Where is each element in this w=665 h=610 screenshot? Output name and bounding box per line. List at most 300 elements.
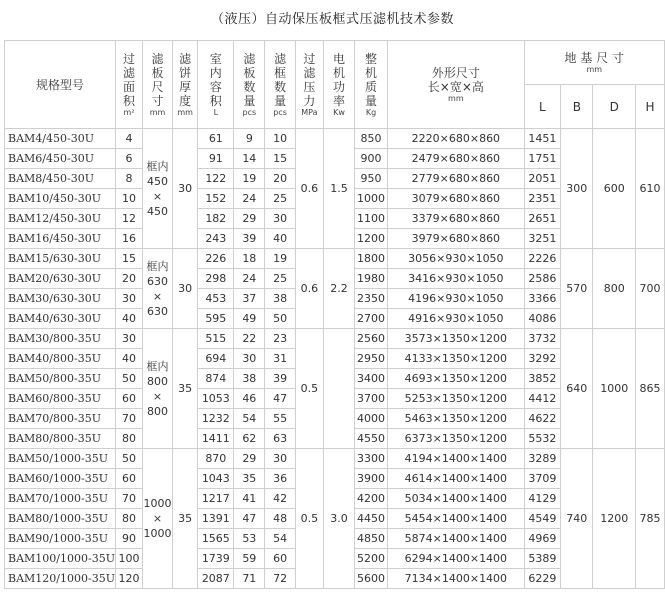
cell-area: 30 — [115, 329, 142, 349]
header-frames-char: 框 — [274, 65, 287, 80]
cell-foundation-H: 700 — [636, 249, 665, 329]
cell-model: BAM10/450-30U — [5, 189, 116, 209]
cell-weight: 4000 — [354, 409, 387, 429]
cell-plates: 29 — [234, 449, 265, 469]
cell-dimensions: 4196×930×1050 — [388, 289, 524, 309]
spec-table-body — [5, 129, 665, 589]
cell-volume: 298 — [198, 269, 234, 289]
cell-foundation-B: 740 — [561, 449, 593, 589]
cell-volume: 182 — [198, 209, 234, 229]
cell-foundation-L: 5389 — [524, 549, 561, 569]
cell-foundation-L: 2226 — [524, 249, 561, 269]
plate-size-line: 框内 — [146, 259, 169, 273]
cell-weight: 5600 — [354, 569, 387, 589]
cell-volume: 1411 — [198, 429, 234, 449]
cell-foundation-L: 3732 — [524, 329, 561, 349]
cell-foundation-L: 2586 — [524, 269, 561, 289]
cell-model: BAM120/1000-35U — [5, 569, 116, 589]
cell-model: BAM80/800-35U — [5, 429, 116, 449]
cell-area: 40 — [115, 349, 142, 369]
cell-foundation-L: 5532 — [524, 429, 561, 449]
cell-frames: 25 — [265, 269, 295, 289]
cell-dimensions: 4693×1350×1200 — [388, 369, 524, 389]
cell-foundation-B: 570 — [561, 249, 593, 329]
cell-weight: 4550 — [354, 429, 387, 449]
plate-size-line: × — [152, 389, 163, 403]
cell-area: 120 — [115, 569, 142, 589]
cell-area: 12 — [115, 209, 142, 229]
plate-size-line: 800 — [147, 404, 169, 418]
cell-weight: 850 — [354, 129, 387, 149]
header-volume-char: 室 — [209, 51, 222, 66]
header-weight-char: 整 — [365, 51, 378, 66]
cell-weight: 5200 — [354, 549, 387, 569]
header-weight-unit: Kg — [365, 107, 377, 117]
cell-model: BAM12/450-30U — [5, 209, 116, 229]
cell-foundation-D: 1200 — [593, 449, 636, 589]
cell-weight: 2700 — [354, 309, 387, 329]
cell-plates: 38 — [234, 369, 265, 389]
cell-volume: 1217 — [198, 489, 234, 509]
cell-model: BAM8/450-30U — [5, 169, 116, 189]
cell-dimensions: 3573×1350×1200 — [388, 329, 524, 349]
header-volume — [198, 41, 234, 129]
header-frames — [265, 41, 295, 129]
cell-volume: 122 — [198, 169, 234, 189]
cell-volume: 870 — [198, 449, 234, 469]
header-plates-unit: pcs — [242, 107, 257, 117]
cell-frames: 40 — [265, 229, 295, 249]
plate-size-line: 800 — [147, 374, 169, 388]
cell-plates: 30 — [234, 349, 265, 369]
cell-frames: 42 — [265, 489, 295, 509]
cell-frames: 23 — [265, 329, 295, 349]
header-cake-char: 饼 — [179, 65, 192, 80]
cell-model: BAM16/450-30U — [5, 229, 116, 249]
header-pressure-char: 压 — [303, 79, 316, 94]
cell-volume: 1739 — [198, 549, 234, 569]
header-cake-unit: mm — [177, 107, 193, 117]
cell-area: 50 — [115, 369, 142, 389]
header-power-char: 机 — [332, 65, 345, 80]
header-frames-unit: pcs — [273, 107, 287, 117]
cell-frames: 36 — [265, 469, 295, 489]
cell-cake-thickness: 30 — [172, 249, 197, 329]
plate-size-line: 450 — [147, 204, 169, 218]
cell-plates: 71 — [234, 569, 265, 589]
cell-frames: 10 — [265, 129, 295, 149]
cell-volume: 1053 — [198, 389, 234, 409]
header-pressure-char: 滤 — [303, 65, 316, 80]
cell-foundation-L: 2651 — [524, 209, 561, 229]
cell-area: 60 — [115, 469, 142, 489]
header-area-char: 过 — [123, 51, 136, 66]
plate-size-line: × — [152, 512, 163, 525]
cell-plates: 37 — [234, 289, 265, 309]
cell-area: 8 — [115, 169, 142, 189]
cell-dimensions: 2479×680×860 — [388, 149, 524, 169]
cell-weight: 4850 — [354, 529, 387, 549]
cell-frames: 63 — [265, 429, 295, 449]
cell-area: 15 — [115, 249, 142, 269]
header-plates-char: 板 — [243, 65, 256, 80]
cell-frames: 30 — [265, 449, 295, 469]
header-weight-char: 机 — [365, 65, 378, 80]
cell-dimensions: 5253×1350×1200 — [388, 389, 524, 409]
cell-weight: 900 — [354, 149, 387, 169]
cell-pressure: 0.6 — [295, 249, 323, 329]
header-dimensions-unit: mm — [448, 93, 464, 103]
cell-frames: 54 — [265, 529, 295, 549]
header-area-char: 面 — [123, 79, 136, 94]
cell-foundation-L: 4549 — [524, 509, 561, 529]
header-plates-char: 数 — [243, 79, 256, 94]
cell-plates: 49 — [234, 309, 265, 329]
cell-weight: 3400 — [354, 369, 387, 389]
cell-weight: 1000 — [354, 189, 387, 209]
header-plates-char: 滤 — [243, 51, 256, 66]
cell-dimensions: 6294×1400×1400 — [388, 549, 524, 569]
header-plate_size-unit: mm — [149, 107, 166, 117]
cell-frames: 30 — [265, 209, 295, 229]
cell-frames: 19 — [265, 249, 295, 269]
header-area-unit: m² — [123, 107, 135, 117]
cell-volume: 243 — [198, 229, 234, 249]
cell-weight: 2560 — [354, 329, 387, 349]
header-cake-char: 滤 — [179, 51, 192, 66]
cell-plate-size — [143, 329, 173, 449]
cell-volume: 874 — [198, 369, 234, 389]
cell-pressure: 0.5 — [295, 449, 323, 589]
header-foundation-unit: mm — [586, 64, 603, 74]
cell-foundation-H: 785 — [636, 449, 665, 589]
cell-model: BAM30/630-30U — [5, 289, 116, 309]
header-foundation-H: H — [636, 85, 665, 129]
cell-power: 3.0 — [324, 449, 355, 589]
plate-size-line: 630 — [147, 304, 169, 318]
cell-dimensions: 5454×1400×1400 — [388, 509, 524, 529]
cell-volume: 694 — [198, 349, 234, 369]
cell-plates: 46 — [234, 389, 265, 409]
cell-volume: 226 — [198, 249, 234, 269]
cell-foundation-L: 3366 — [524, 289, 561, 309]
cell-area: 100 — [115, 549, 142, 569]
table-row — [5, 249, 665, 269]
cell-foundation-L: 4086 — [524, 309, 561, 329]
header-power-unit: Kw — [333, 107, 345, 117]
header-power-char: 电 — [332, 51, 345, 66]
cell-volume: 91 — [198, 149, 234, 169]
table-row — [5, 449, 665, 469]
plate-size-line: × — [152, 189, 163, 203]
cell-model: BAM100/1000-35U — [5, 549, 116, 569]
cell-dimensions: 4194×1400×1400 — [388, 449, 524, 469]
cell-foundation-H: 865 — [636, 329, 665, 449]
header-pressure-char: 力 — [303, 93, 316, 108]
cell-plates: 41 — [234, 489, 265, 509]
cell-pressure: 0.6 — [295, 129, 323, 249]
plate-size-line: 1000 — [143, 527, 172, 540]
header-pressure — [295, 41, 323, 129]
cell-volume: 1043 — [198, 469, 234, 489]
cell-foundation-H: 610 — [636, 129, 665, 249]
cell-volume: 152 — [198, 189, 234, 209]
cell-foundation-B: 640 — [561, 329, 593, 449]
cell-area: 70 — [115, 489, 142, 509]
cell-weight: 4450 — [354, 509, 387, 529]
cell-area: 20 — [115, 269, 142, 289]
header-plates — [234, 41, 265, 129]
cell-foundation-L: 1751 — [524, 149, 561, 169]
cell-frames: 48 — [265, 509, 295, 529]
cell-cake-thickness: 35 — [172, 449, 197, 589]
cell-area: 30 — [115, 289, 142, 309]
cell-weight: 1800 — [354, 249, 387, 269]
cell-model: BAM70/1000-35U — [5, 489, 116, 509]
table-row — [5, 329, 665, 349]
cell-pressure: 0.5 — [295, 329, 323, 449]
cell-plates: 62 — [234, 429, 265, 449]
header-power — [324, 41, 355, 129]
cell-area: 4 — [115, 129, 142, 149]
plate-size-line: 450 — [147, 174, 169, 188]
cell-plates: 18 — [234, 249, 265, 269]
cell-plate-size — [143, 449, 173, 589]
plate-size-line: × — [152, 289, 163, 303]
cell-area: 6 — [115, 149, 142, 169]
header-weight-char: 质 — [365, 79, 378, 94]
header-plate_size-char: 尺 — [151, 79, 164, 94]
cell-frames: 25 — [265, 189, 295, 209]
header-cake-char: 度 — [179, 93, 192, 108]
cell-dimensions: 3979×680×860 — [388, 229, 524, 249]
cell-area: 70 — [115, 409, 142, 429]
cell-dimensions: 2220×680×860 — [388, 129, 524, 149]
cell-frames: 72 — [265, 569, 295, 589]
cell-foundation-L: 3289 — [524, 449, 561, 469]
header-area — [115, 41, 142, 129]
header-dimensions-label: 外形尺寸 — [431, 65, 480, 80]
spec-table — [4, 40, 665, 589]
cell-dimensions: 6373×1350×1200 — [388, 429, 524, 449]
cell-foundation-L: 4969 — [524, 529, 561, 549]
header-area-char: 滤 — [123, 65, 136, 80]
header-frames-char: 滤 — [274, 51, 287, 66]
cell-cake-thickness: 30 — [172, 129, 197, 249]
plate-size-line: 630 — [147, 274, 169, 288]
cell-frames: 20 — [265, 169, 295, 189]
header-pressure-unit: MPa — [301, 107, 318, 117]
cell-dimensions: 5463×1350×1200 — [388, 409, 524, 429]
cell-dimensions: 2779×680×860 — [388, 169, 524, 189]
cell-area: 80 — [115, 509, 142, 529]
cell-weight: 1100 — [354, 209, 387, 229]
cell-volume: 2087 — [198, 569, 234, 589]
cell-plates: 39 — [234, 229, 265, 249]
cell-foundation-L: 3709 — [524, 469, 561, 489]
header-foundation-label: 地 基 尺 寸 — [564, 50, 624, 65]
cell-cake-thickness: 35 — [172, 329, 197, 449]
header-foundation-B: B — [561, 85, 593, 129]
table-row — [5, 129, 665, 149]
header-volume-unit: L — [213, 107, 219, 117]
cell-weight: 1200 — [354, 229, 387, 249]
header-foundation-L: L — [524, 85, 561, 129]
cell-weight: 4200 — [354, 489, 387, 509]
cell-area: 90 — [115, 529, 142, 549]
cell-foundation-L: 4129 — [524, 489, 561, 509]
plate-size-line: 1000 — [143, 497, 172, 510]
cell-frames: 60 — [265, 549, 295, 569]
cell-area: 10 — [115, 189, 142, 209]
cell-plates: 9 — [234, 129, 265, 149]
cell-volume: 61 — [198, 129, 234, 149]
cell-frames: 38 — [265, 289, 295, 309]
cell-volume: 1565 — [198, 529, 234, 549]
cell-dimensions: 3079×680×860 — [388, 189, 524, 209]
cell-area: 16 — [115, 229, 142, 249]
cell-foundation-B: 300 — [561, 129, 593, 249]
cell-foundation-L: 6229 — [524, 569, 561, 589]
cell-weight: 1980 — [354, 269, 387, 289]
cell-foundation-L: 1451 — [524, 129, 561, 149]
header-dimensions — [388, 41, 524, 129]
cell-frames: 47 — [265, 389, 295, 409]
cell-dimensions: 3379×680×860 — [388, 209, 524, 229]
cell-dimensions: 4614×1400×1400 — [388, 469, 524, 489]
cell-weight: 3300 — [354, 449, 387, 469]
cell-frames: 50 — [265, 309, 295, 329]
cell-model: BAM20/630-30U — [5, 269, 116, 289]
header-weight — [354, 41, 387, 129]
cell-model: BAM60/800-35U — [5, 389, 116, 409]
cell-model: BAM90/1000-35U — [5, 529, 116, 549]
cell-foundation-L: 3292 — [524, 349, 561, 369]
plate-size-line: 框内 — [146, 159, 169, 173]
cell-dimensions: 4133×1350×1200 — [388, 349, 524, 369]
cell-model: BAM40/800-35U — [5, 349, 116, 369]
cell-frames: 15 — [265, 149, 295, 169]
cell-foundation-L: 2051 — [524, 169, 561, 189]
cell-weight: 950 — [354, 169, 387, 189]
header-dimensions-sublabel: 长×宽×高 — [427, 79, 484, 94]
cell-foundation-D: 1000 — [593, 329, 636, 449]
header-volume-char: 容 — [209, 79, 222, 94]
cell-foundation-D: 600 — [593, 129, 636, 249]
cell-dimensions: 5874×1400×1400 — [388, 529, 524, 549]
header-volume-char: 积 — [209, 93, 222, 108]
cell-plate-size — [143, 249, 173, 329]
header-cake-thickness — [172, 41, 197, 129]
header-volume-char: 内 — [209, 65, 222, 80]
cell-plates: 53 — [234, 529, 265, 549]
cell-model: BAM15/630-30U — [5, 249, 116, 269]
cell-plates: 54 — [234, 409, 265, 429]
cell-dimensions: 3056×930×1050 — [388, 249, 524, 269]
cell-frames: 55 — [265, 409, 295, 429]
cell-foundation-L: 3251 — [524, 229, 561, 249]
cell-volume: 1232 — [198, 409, 234, 429]
cell-model: BAM50/1000-35U — [5, 449, 116, 469]
header-cake-char: 厚 — [179, 79, 192, 94]
cell-plate-size — [143, 129, 173, 249]
cell-area: 80 — [115, 429, 142, 449]
cell-power — [324, 329, 355, 449]
cell-plates: 35 — [234, 469, 265, 489]
cell-weight: 2950 — [354, 349, 387, 369]
cell-frames: 31 — [265, 349, 295, 369]
cell-area: 50 — [115, 449, 142, 469]
page-title: （液压）自动保压板框式压滤机技术参数 — [210, 12, 454, 27]
cell-plates: 14 — [234, 149, 265, 169]
cell-weight: 3900 — [354, 469, 387, 489]
cell-model: BAM4/450-30U — [5, 129, 116, 149]
cell-area: 40 — [115, 309, 142, 329]
cell-power: 2.2 — [324, 249, 355, 329]
cell-volume: 453 — [198, 289, 234, 309]
header-weight-char: 量 — [365, 93, 378, 108]
cell-model: BAM40/630-30U — [5, 309, 116, 329]
cell-foundation-L: 4622 — [524, 409, 561, 429]
cell-frames: 39 — [265, 369, 295, 389]
cell-plates: 19 — [234, 169, 265, 189]
header-foundation — [524, 41, 664, 85]
header-pressure-char: 过 — [303, 51, 316, 66]
header-foundation-D: D — [593, 85, 636, 129]
cell-dimensions: 5034×1400×1400 — [388, 489, 524, 509]
cell-weight: 2350 — [354, 289, 387, 309]
cell-model: BAM70/800-35U — [5, 409, 116, 429]
cell-plates: 24 — [234, 189, 265, 209]
cell-dimensions: 4916×930×1050 — [388, 309, 524, 329]
cell-plates: 24 — [234, 269, 265, 289]
cell-area: 60 — [115, 389, 142, 409]
cell-plates: 59 — [234, 549, 265, 569]
header-frames-char: 数 — [274, 79, 287, 94]
cell-model: BAM30/800-35U — [5, 329, 116, 349]
header-plates-char: 量 — [243, 93, 256, 108]
header-plate_size-char: 板 — [151, 65, 164, 80]
cell-foundation-L: 4412 — [524, 389, 561, 409]
cell-foundation-D: 800 — [593, 249, 636, 329]
cell-volume: 515 — [198, 329, 234, 349]
cell-dimensions: 7134×1400×1400 — [388, 569, 524, 589]
header-power-char: 功 — [332, 79, 345, 94]
header-plate-size — [143, 41, 173, 129]
cell-weight: 3700 — [354, 389, 387, 409]
cell-volume: 1391 — [198, 509, 234, 529]
cell-foundation-L: 3852 — [524, 369, 561, 389]
cell-plates: 29 — [234, 209, 265, 229]
cell-power: 1.5 — [324, 129, 355, 249]
header-plate_size-char: 寸 — [151, 93, 164, 108]
header-area-char: 积 — [123, 93, 136, 108]
cell-plates: 47 — [234, 509, 265, 529]
cell-model: BAM80/1000-35U — [5, 509, 116, 529]
cell-model: BAM50/800-35U — [5, 369, 116, 389]
header-power-char: 率 — [332, 93, 345, 108]
plate-size-line: 框内 — [146, 359, 169, 373]
cell-model: BAM6/450-30U — [5, 149, 116, 169]
cell-dimensions: 3416×930×1050 — [388, 269, 524, 289]
cell-model: BAM60/1000-35U — [5, 469, 116, 489]
header-plate_size-char: 滤 — [151, 51, 164, 66]
cell-plates: 22 — [234, 329, 265, 349]
header-model: 规格型号 — [5, 41, 116, 129]
cell-foundation-L: 2351 — [524, 189, 561, 209]
cell-volume: 595 — [198, 309, 234, 329]
header-frames-char: 量 — [274, 93, 287, 108]
